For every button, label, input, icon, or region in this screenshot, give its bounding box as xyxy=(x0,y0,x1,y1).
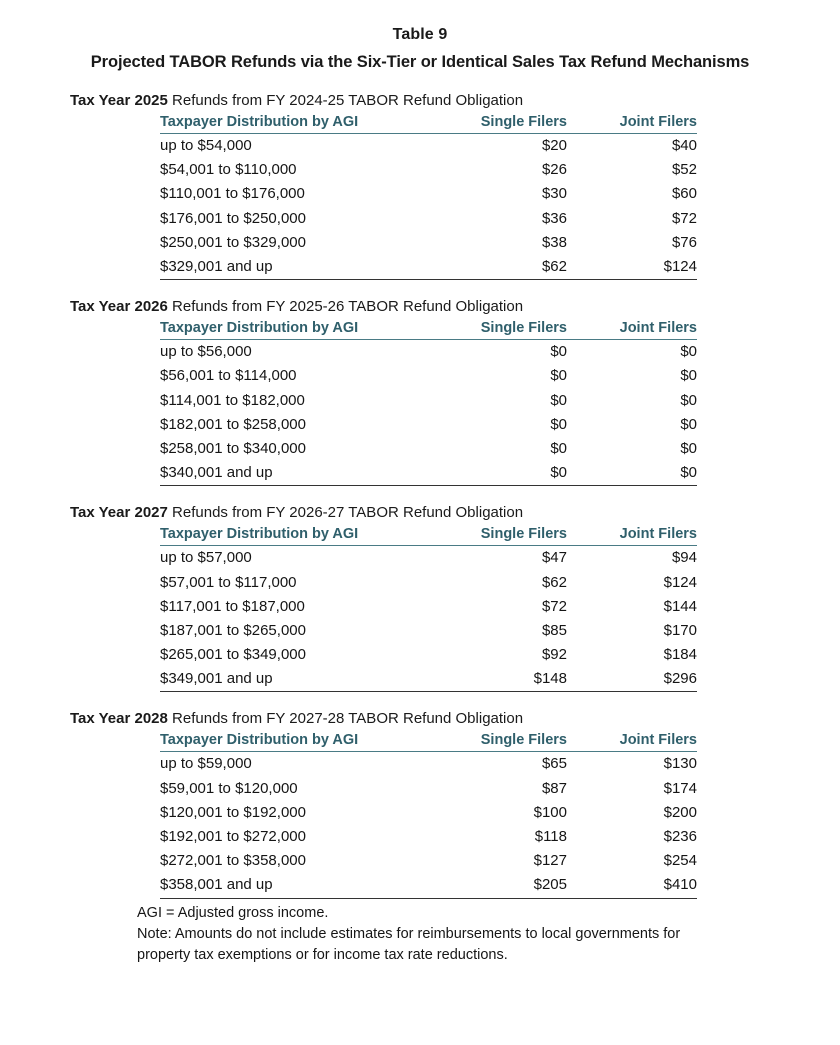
cell-joint-filer-amount: $200 xyxy=(663,803,697,821)
cell-agi-bracket: $114,001 to $182,000 xyxy=(160,391,305,409)
tax-year-sections xyxy=(0,90,840,899)
refund-table xyxy=(160,730,697,898)
cell-joint-filer-amount: $94 xyxy=(671,549,697,567)
cell-single-filer-amount: $87 xyxy=(541,779,567,797)
table-row xyxy=(160,643,697,667)
cell-single-filer-amount: $38 xyxy=(541,233,567,251)
cell-joint-filer-amount: $254 xyxy=(663,852,697,870)
cell-agi-bracket: $187,001 to $265,000 xyxy=(160,621,306,639)
cell-joint-filer-amount: $124 xyxy=(567,255,697,280)
section-caption-year: Tax Year 2027 xyxy=(70,504,168,522)
column-header-single-filers: Single Filers xyxy=(437,730,567,752)
column-header-joint-filers: Joint Filers xyxy=(567,730,697,752)
cell-joint-filer-amount: $124 xyxy=(663,573,697,591)
cell-single-filer-amount: $62 xyxy=(437,255,567,280)
cell-single-filer-amount: $36 xyxy=(541,209,567,227)
cell-joint-filer-amount: $236 xyxy=(663,828,697,846)
table-row xyxy=(160,255,697,280)
column-header-agi: Taxpayer Distribution by AGI xyxy=(160,112,437,134)
table-row xyxy=(160,777,697,801)
table-row xyxy=(160,340,697,365)
cell-agi-bracket: $120,001 to $192,000 xyxy=(160,803,306,821)
cell-agi-bracket: $340,001 and up xyxy=(160,461,437,486)
table-row xyxy=(160,619,697,643)
table-row xyxy=(160,873,697,898)
page-subtitle: Projected TABOR Refunds via the Six-Tier or Identical Sales Tax Refund Mechanisms xyxy=(90,53,750,71)
column-header-agi: Taxpayer Distribution by AGI xyxy=(160,730,437,752)
cell-single-filer-amount: $148 xyxy=(437,667,567,692)
section-caption xyxy=(0,296,840,318)
section-caption-description: Refunds from FY 2027-28 TABOR Refund Obligation xyxy=(167,710,524,728)
table-row xyxy=(160,364,697,388)
cell-joint-filer-amount: $296 xyxy=(567,667,697,692)
section-caption-year: Tax Year 2028 xyxy=(70,710,168,728)
cell-single-filer-amount: $65 xyxy=(541,755,567,773)
cell-agi-bracket: $56,001 to $114,000 xyxy=(160,367,297,385)
table-row xyxy=(160,667,697,692)
refund-table xyxy=(160,524,697,692)
footnote-agi: AGI = Adjusted gross income. xyxy=(137,904,329,921)
cell-single-filer-amount: $0 xyxy=(550,415,567,433)
table-row xyxy=(160,207,697,231)
table-row xyxy=(160,849,697,873)
cell-agi-bracket: up to $54,000 xyxy=(160,137,252,155)
column-header-joint-filers: Joint Filers xyxy=(567,112,697,134)
cell-single-filer-amount: $0 xyxy=(550,367,567,385)
cell-joint-filer-amount: $52 xyxy=(671,161,697,179)
column-header-single-filers: Single Filers xyxy=(437,318,567,340)
section-caption xyxy=(0,708,840,730)
table-row xyxy=(160,825,697,849)
section-caption xyxy=(0,90,840,112)
cell-agi-bracket: $110,001 to $176,000 xyxy=(160,185,305,203)
section-caption-description: Refunds from FY 2024-25 TABOR Refund Obligation xyxy=(167,92,524,109)
column-header-agi: Taxpayer Distribution by AGI xyxy=(160,524,437,546)
cell-agi-bracket: $358,001 and up xyxy=(160,873,437,898)
cell-joint-filer-amount: $72 xyxy=(671,209,697,227)
table-row xyxy=(160,461,697,486)
cell-single-filer-amount: $100 xyxy=(533,803,567,821)
cell-agi-bracket: $59,001 to $120,000 xyxy=(160,779,298,797)
table-row xyxy=(160,570,697,594)
cell-single-filer-amount: $72 xyxy=(541,597,567,615)
table-header-row xyxy=(160,112,697,134)
cell-agi-bracket: $250,001 to $329,000 xyxy=(160,233,306,251)
cell-single-filer-amount: $92 xyxy=(541,646,567,664)
cell-single-filer-amount: $0 xyxy=(437,461,567,486)
tax-year-section xyxy=(0,90,840,280)
cell-joint-filer-amount: $0 xyxy=(680,439,697,457)
table-title-block xyxy=(0,22,840,76)
cell-agi-bracket: $349,001 and up xyxy=(160,667,437,692)
table-row xyxy=(160,546,697,571)
cell-agi-bracket: up to $56,000 xyxy=(160,343,252,361)
section-caption-year: Tax Year 2026 xyxy=(70,298,168,316)
table-row xyxy=(160,437,697,461)
cell-agi-bracket: $272,001 to $358,000 xyxy=(160,852,306,870)
table-header-row xyxy=(160,524,697,546)
table-row xyxy=(160,801,697,825)
refund-table xyxy=(160,318,697,486)
table-row xyxy=(160,158,697,182)
cell-joint-filer-amount: $174 xyxy=(663,779,697,797)
column-header-single-filers: Single Filers xyxy=(437,524,567,546)
cell-joint-filer-amount: $410 xyxy=(567,873,697,898)
cell-joint-filer-amount: $0 xyxy=(680,343,697,361)
cell-single-filer-amount: $118 xyxy=(534,828,567,846)
cell-joint-filer-amount: $0 xyxy=(680,367,697,385)
table-row xyxy=(160,595,697,619)
cell-single-filer-amount: $0 xyxy=(550,343,567,361)
cell-joint-filer-amount: $60 xyxy=(671,185,697,203)
section-caption-year: Tax Year 2025 xyxy=(70,92,168,109)
refund-table xyxy=(160,112,697,280)
column-header-joint-filers: Joint Filers xyxy=(567,318,697,340)
cell-single-filer-amount: $127 xyxy=(533,852,567,870)
cell-agi-bracket: up to $57,000 xyxy=(160,549,252,567)
column-header-single-filers: Single Filers xyxy=(437,112,567,134)
cell-joint-filer-amount: $0 xyxy=(567,461,697,486)
cell-single-filer-amount: $0 xyxy=(550,439,567,457)
cell-joint-filer-amount: $0 xyxy=(680,415,697,433)
table-row xyxy=(160,231,697,255)
section-caption xyxy=(0,502,840,524)
cell-agi-bracket: $176,001 to $250,000 xyxy=(160,209,306,227)
cell-agi-bracket: $54,001 to $110,000 xyxy=(160,161,297,179)
page-title: Table 9 xyxy=(392,26,448,43)
cell-agi-bracket: up to $59,000 xyxy=(160,755,252,773)
cell-agi-bracket: $117,001 to $187,000 xyxy=(160,597,305,615)
cell-single-filer-amount: $47 xyxy=(541,549,567,567)
cell-joint-filer-amount: $0 xyxy=(680,391,697,409)
table-row xyxy=(160,389,697,413)
cell-single-filer-amount: $0 xyxy=(550,391,567,409)
column-header-joint-filers: Joint Filers xyxy=(567,524,697,546)
section-caption-description: Refunds from FY 2025-26 TABOR Refund Obligation xyxy=(167,298,524,316)
cell-joint-filer-amount: $144 xyxy=(663,597,697,615)
cell-agi-bracket: $265,001 to $349,000 xyxy=(160,646,306,664)
cell-single-filer-amount: $62 xyxy=(541,573,567,591)
cell-joint-filer-amount: $40 xyxy=(671,137,697,155)
cell-single-filer-amount: $205 xyxy=(437,873,567,898)
cell-joint-filer-amount: $184 xyxy=(663,646,697,664)
table-row xyxy=(160,134,697,159)
cell-joint-filer-amount: $76 xyxy=(671,233,697,251)
footnotes xyxy=(137,903,717,966)
cell-agi-bracket: $182,001 to $258,000 xyxy=(160,415,306,433)
table-header-row xyxy=(160,730,697,752)
cell-agi-bracket: $329,001 and up xyxy=(160,255,437,280)
table-row xyxy=(160,182,697,206)
footnote-note: Note: Amounts do not include estimates for reimbursements to local governments for property tax exemptions or for income tax rate reductions. xyxy=(137,925,681,963)
tax-year-section xyxy=(0,708,840,898)
cell-joint-filer-amount: $170 xyxy=(663,621,697,639)
table-header-row xyxy=(160,318,697,340)
section-caption-description: Refunds from FY 2026-27 TABOR Refund Obligation xyxy=(167,504,524,522)
cell-agi-bracket: $258,001 to $340,000 xyxy=(160,439,306,457)
table-row xyxy=(160,413,697,437)
tax-year-section xyxy=(0,502,840,692)
cell-agi-bracket: $57,001 to $117,000 xyxy=(160,573,297,591)
cell-single-filer-amount: $85 xyxy=(541,621,567,639)
cell-single-filer-amount: $20 xyxy=(541,137,567,155)
cell-single-filer-amount: $30 xyxy=(541,185,567,203)
column-header-agi: Taxpayer Distribution by AGI xyxy=(160,318,437,340)
table-row xyxy=(160,752,697,777)
cell-single-filer-amount: $26 xyxy=(541,161,567,179)
tax-year-section xyxy=(0,296,840,486)
cell-joint-filer-amount: $130 xyxy=(663,755,697,773)
cell-agi-bracket: $192,001 to $272,000 xyxy=(160,828,306,846)
